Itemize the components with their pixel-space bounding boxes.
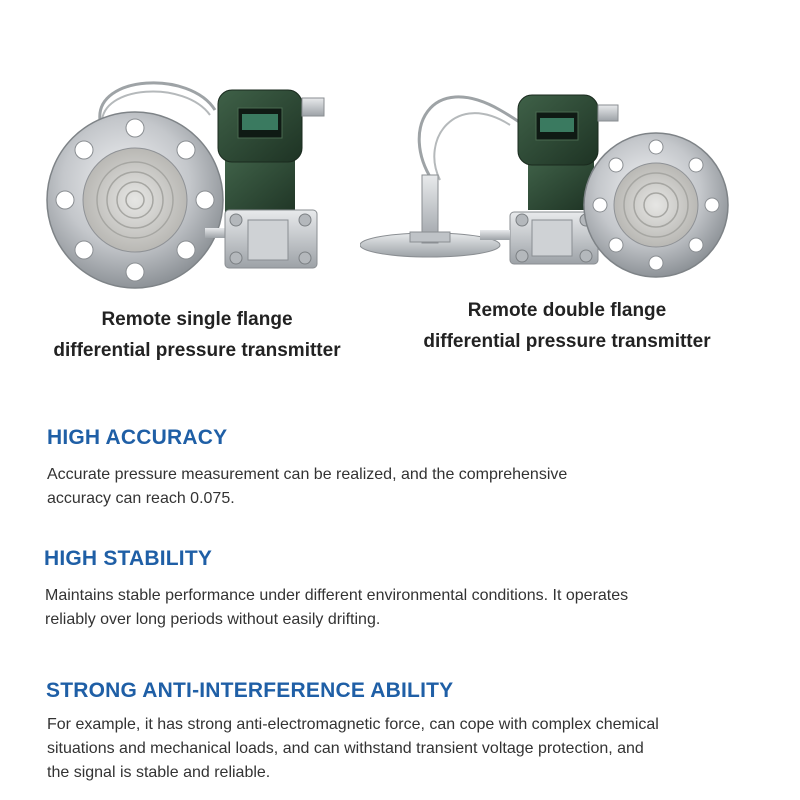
feature-text-line: reliably over long periods without easily drifting. [45, 611, 381, 628]
feature-text-line: For example, it has strong anti-electromagnetic force, can cope with complex chemical [47, 716, 659, 733]
feature-text-line: the signal is stable and reliable. [47, 764, 271, 781]
single-flange-caption [44, 304, 350, 366]
feature-text-line: Accurate pressure measurement can be realized, and the comprehensive [47, 466, 568, 483]
feature-title-high-accuracy: HIGH ACCURACY [47, 426, 228, 449]
caption-line: differential pressure transmitter [53, 340, 341, 361]
feature-title-high-stability: HIGH STABILITY [44, 547, 213, 570]
feature-text-line: situations and mechanical loads, and can withstand transient voltage protection, and [47, 740, 644, 757]
feature-text-line: Maintains stable performance under different environmental conditions. It operates [45, 587, 629, 604]
feature-text-high-accuracy [47, 463, 747, 511]
double-flange-caption [412, 295, 722, 357]
single-flange-transmitter-image [40, 70, 360, 290]
feature-title-anti-interference: STRONG ANTI-INTERFERENCE ABILITY [46, 679, 454, 702]
caption-line: Remote single flange [101, 309, 293, 330]
feature-text-line: accuracy can reach 0.075. [47, 490, 235, 507]
feature-text-anti-interference [47, 713, 747, 785]
double-flange-transmitter-image [360, 70, 730, 290]
caption-line: differential pressure transmitter [423, 331, 711, 352]
feature-text-high-stability [45, 584, 745, 632]
caption-line: Remote double flange [467, 300, 667, 321]
